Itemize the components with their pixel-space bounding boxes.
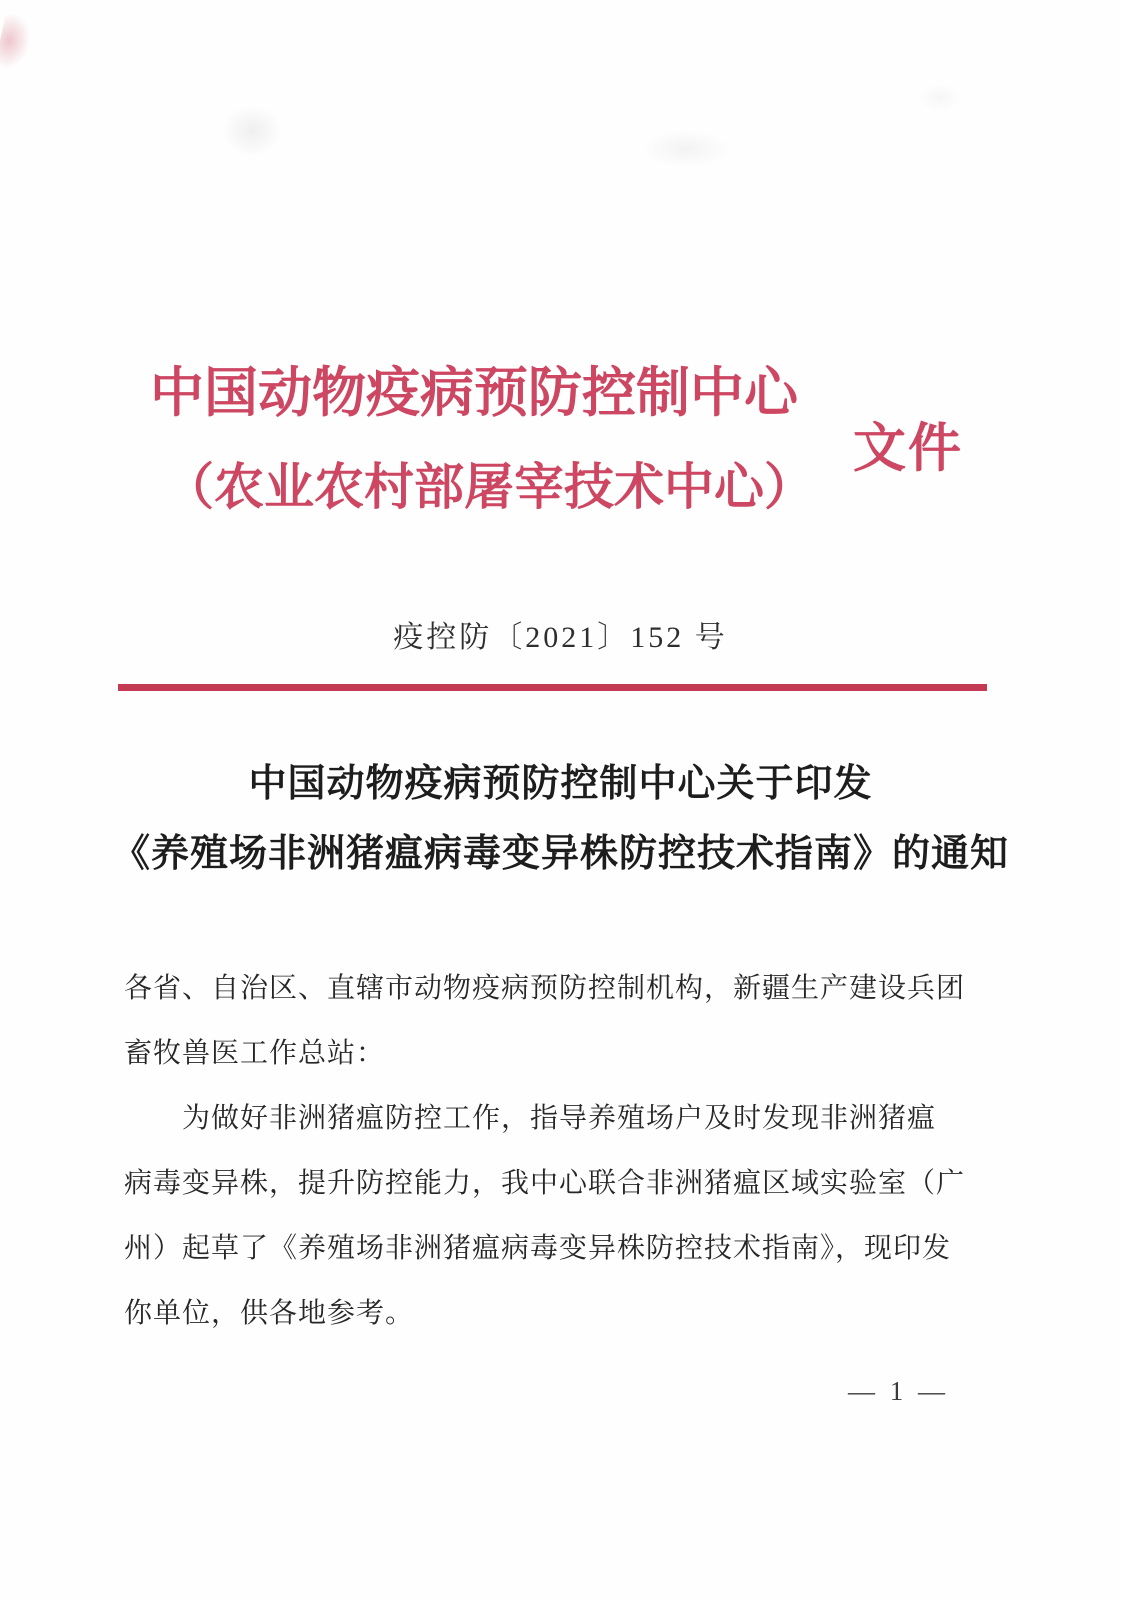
notice-title-line2: 《养殖场非洲猪瘟病毒变异株防控技术指南》的通知 xyxy=(111,833,1009,875)
document-reference-number: 疫控防〔2021〕152 号 xyxy=(393,621,728,654)
scan-artifact-corner xyxy=(0,11,35,72)
scan-smudge xyxy=(222,105,282,157)
body-paragraph-line3: 州）起草了《养殖场非洲猪瘟病毒变异株防控技术指南》，现印发 xyxy=(124,1233,952,1264)
body-paragraph-line2: 病毒变异株，提升防控能力，我中心联合非洲猪瘟区域实验室（广 xyxy=(124,1168,966,1199)
letterhead-document-label: 文件 xyxy=(853,420,963,478)
scan-smudge xyxy=(642,130,730,168)
red-divider-rule xyxy=(118,684,987,691)
recipient-line2: 畜牧兽医工作总站： xyxy=(124,1038,386,1069)
body-paragraph-line4: 你单位，供各地参考。 xyxy=(124,1298,415,1329)
notice-title-line1: 中国动物疫病预防控制中心关于印发 xyxy=(248,763,873,805)
body-paragraph-line1: 为做好非洲猪瘟防控工作，指导养殖场户及时发现非洲猪瘟 xyxy=(182,1103,937,1134)
scan-smudge xyxy=(918,84,962,112)
recipient-line1: 各省、自治区、直辖市动物疫病预防控制机构，新疆生产建设兵团 xyxy=(124,973,966,1004)
letterhead-org-name-line2: （农业农村部屠宰技术中心） xyxy=(164,459,814,515)
letterhead-org-name-line1: 中国动物疫病预防控制中心 xyxy=(150,363,798,423)
page-number: — 1 — xyxy=(848,1376,949,1406)
